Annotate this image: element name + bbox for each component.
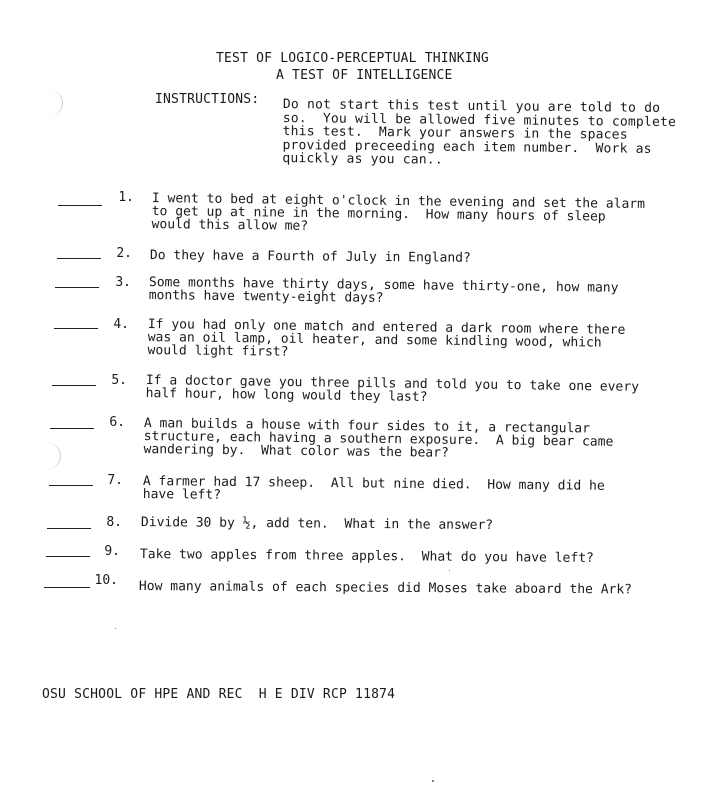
item-number-5: 5.: [111, 373, 127, 388]
item-text-4: If you had only one match and entered a dark room where there was an oil lamp, oil heater, and some kindling wood, which would light first?: [147, 317, 626, 360]
item-number-4: 4.: [113, 317, 129, 332]
answer-blank-4[interactable]: [54, 328, 98, 329]
item-text-5: If a doctor gave you three pills and told you to take one every half hour, how long would they last?: [145, 373, 640, 405]
item-text-9: Take two apples from three apples. What do you have left?: [139, 547, 594, 566]
instructions-text: Do not start this test until you are told to do so. You will be allowed five minutes to complete this test. Mark your answers in the spaces provided preceeding each item number. Work as quickly as you can..: [282, 97, 677, 168]
item-number-9: 9.: [104, 544, 120, 559]
item-number-6: 6.: [109, 415, 125, 430]
test-title: TEST OF LOGICO-PERCEPTUAL THINKING: [216, 51, 489, 66]
item-text-6: A man builds a house with four sides to it, a rectangular structure, each having a southern exposure. A big bear came wandering by. What color was the bear?: [143, 416, 614, 461]
scan-speck: [449, 570, 450, 571]
item-text-1: I went to bed at eight o'clock in the evening and set the alarm to get up at nine in the morning. How many hours of sleep would this allow me?: [151, 191, 646, 234]
answer-blank-7[interactable]: [49, 485, 93, 486]
item-text-8: Divide 30 by ½, add ten. What in the answer?: [140, 515, 494, 534]
footer-code: OSU SCHOOL OF HPE AND REC H E DIV RCP 11874: [42, 687, 396, 702]
answer-blank-10[interactable]: [44, 587, 90, 588]
punch-hole-top: [36, 90, 63, 116]
item-text-2: Do they have a Fourth of July in England?: [149, 248, 471, 266]
test-subtitle: A TEST OF INTELLIGENCE: [276, 68, 453, 83]
answer-blank-6[interactable]: [50, 428, 94, 429]
item-number-7: 7.: [107, 473, 123, 488]
answer-blank-9[interactable]: [46, 556, 90, 557]
answer-blank-1[interactable]: [58, 205, 102, 206]
instructions-label: INSTRUCTIONS:: [155, 92, 260, 107]
item-number-2: 2.: [116, 246, 132, 261]
scan-speck: [115, 628, 116, 629]
answer-blank-8[interactable]: [47, 528, 91, 529]
item-number-8: 8.: [106, 515, 122, 530]
punch-hole-middle: [34, 443, 61, 469]
scan-speck: [432, 780, 434, 782]
item-text-7: A farmer had 17 sheep. All but nine died. How many did he have left?: [142, 474, 605, 503]
item-text-10: How many animals of each species did Moses take aboard the Ark?: [138, 579, 633, 598]
item-number-1: 1.: [118, 190, 134, 205]
answer-blank-3[interactable]: [55, 287, 99, 288]
answer-blank-2[interactable]: [57, 258, 101, 259]
item-text-3: Some months have thirty days, some have thirty-one, how many months have twenty-eight days?: [148, 275, 619, 306]
item-number-3: 3.: [115, 275, 131, 290]
item-number-10: 10.: [94, 573, 118, 588]
answer-blank-5[interactable]: [52, 385, 96, 386]
